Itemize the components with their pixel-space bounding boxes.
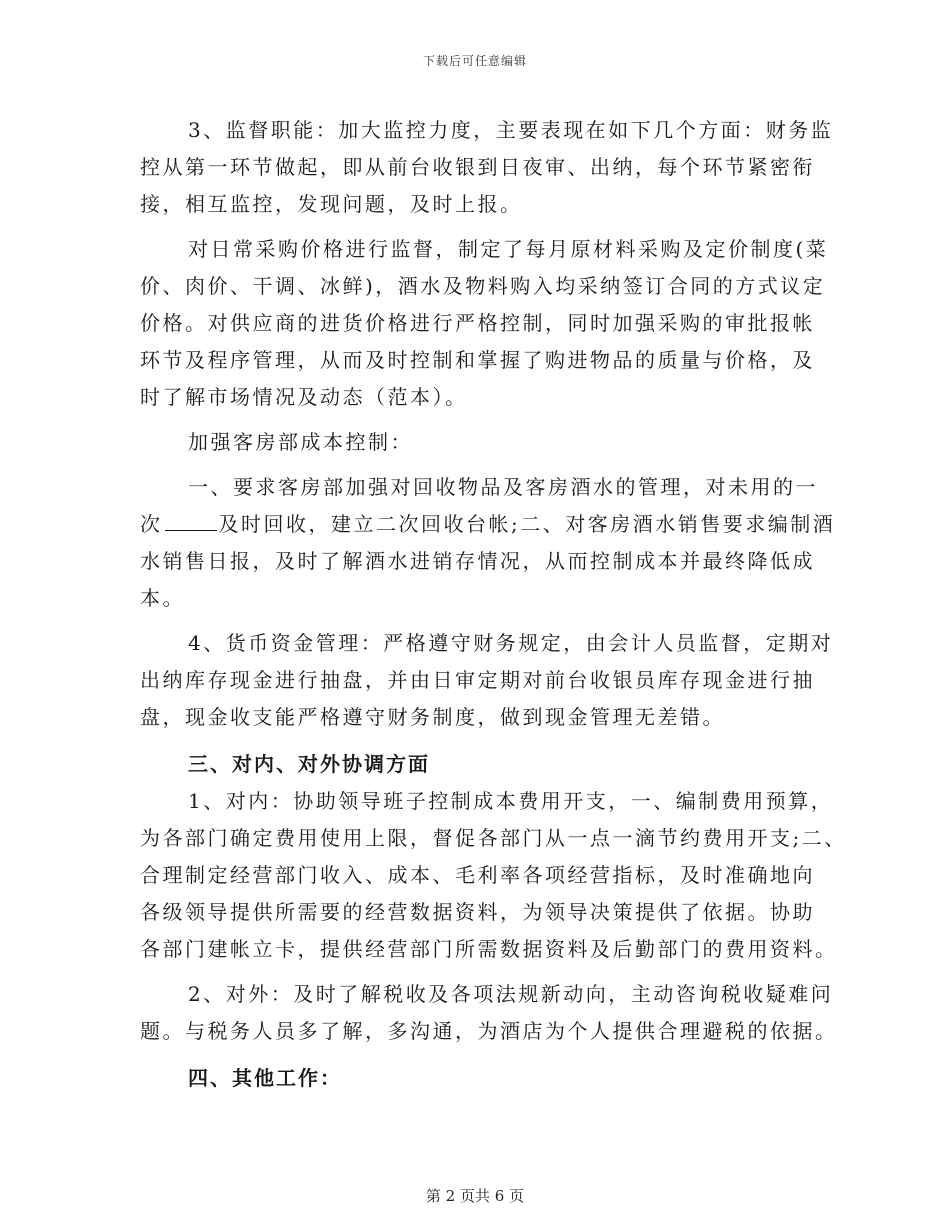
paragraph-supervision [140,112,834,223]
text-line: 3、监督职能：加大监控力度，主要表现在如下几个方面：财务监 [188,118,834,142]
text-line: 各部门建帐立卡，提供经营部门所需数据资料及后勤部门的费用资料。 [140,937,838,961]
text-line: 为各部门确定费用使用上限，督促各部门从一点一滴节约费用开支;二、 [140,826,847,850]
text-line: 对日常采购价格进行监督，制定了每月原材料采购及定价制度(菜 [188,237,829,261]
paragraph-room-measures [140,469,836,617]
document-body [140,112,847,1097]
page-number: 第 2 页共 6 页 [425,1187,525,1205]
text-segment: 次 [140,512,163,536]
paragraph-room-cost [140,424,820,461]
text-line: 4、货币资金管理：严格遵守财务规定，由会计人员监督，定期对 [188,631,834,655]
text-line: 价格。对供应商的进货价格进行严格控制，同时加强采购的审批报帐 [140,311,815,335]
text-line: 水销售日报，及时了解酒水进销存情况，从而控制成本并最终降低成 [140,549,815,573]
section-heading: 三、对内、对外协调方面 [188,752,430,776]
paragraph-purchase-price [140,231,829,416]
text-line: 接，相互监控，发现问题，及时上报。 [140,192,523,216]
text-line: 控从第一环节做起，即从前台收银到日夜审、出纳，每个环节紧密衔 [140,155,815,179]
text-line: 一、要求客房部加强对回收物品及客房酒水的管理，对未用的一 [188,475,818,499]
text-line: 各级领导提供所需要的经营数据资料，为领导决策提供了依据。协助 [140,900,815,924]
paragraph-external [140,976,838,1050]
text-line: 题。与税务人员多了解，多沟通，为酒店为个人提供合理避税的依据。 [140,1019,838,1043]
text-line: 盘，现金收支能严格遵守财务制度，做到现金管理无差错。 [140,705,725,729]
text-line: 2、对外：及时了解税收及各项法规新动向，主动咨询税收疑难问 [188,982,834,1006]
text-line: 本。 [140,586,185,610]
text-line: 出纳库存现金进行抽盘，并由日审定期对前台收银员库存现金进行抽 [140,668,815,692]
paragraph-internal [140,783,847,968]
text-segment: 及时回收，建立二次回收台帐;二、对客房酒水销售要求编制酒 [218,512,836,536]
fill-in-blank [165,508,217,531]
text-line: 价、肉价、干调、冰鲜)，酒水及物料购入均采纳签订合同的方式议定 [140,274,826,298]
paragraph-cash-management [140,625,834,736]
section-heading: 四、其他工作： [188,1066,342,1090]
text-line: 合理制定经营部门收入、成本、毛利率各项经营指标，及时准确地向 [140,863,815,887]
text-line [140,506,836,543]
text-line: 环节及程序管理，从而及时控制和掌握了购进物品的质量与价格，及 [140,348,815,372]
page-header-note: 下载后可任意编辑 [422,54,527,68]
text-line: 1、对内：协助领导班子控制成本费用开支，一、编制费用预算， [188,789,834,813]
text-line: 加强客房部成本控制： [188,430,413,454]
text-line: 时了解市场情况及动态（范本）。 [140,385,468,409]
